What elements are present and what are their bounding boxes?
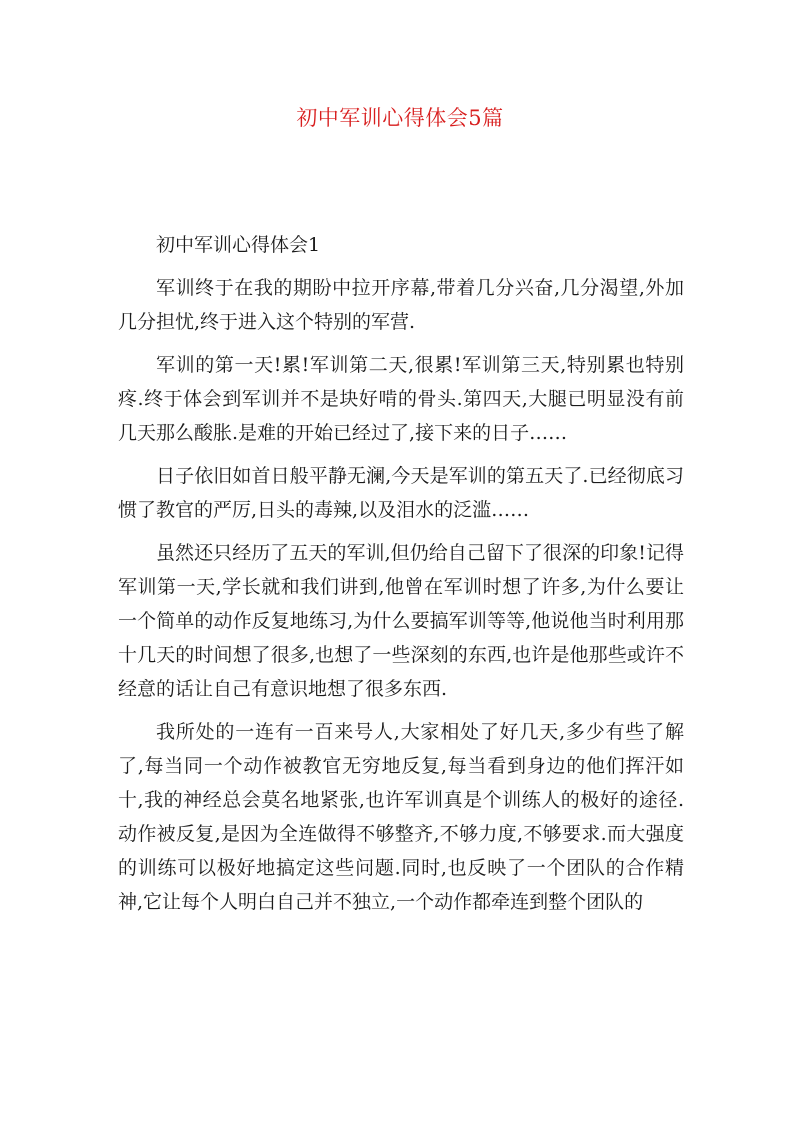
document-title: 初中军训心得体会5篇 — [296, 106, 504, 130]
paragraph: 虽然还只经历了五天的军训,但仍给自己留下了很深的印象!记得军训第一天,学长就和我们讲到,他曾在军训时想了许多,为什么要让一个简单的动作反复地练习,为什么要搞军训等等,他说他当时利用那十几天的时间想了很多,也想了一些深刻的东西,也许是他那些或许不经意的话让自己有意识地想了很多东西. — [118, 542, 684, 700]
document-body — [118, 228, 684, 928]
paragraph: 我所处的一连有一百来号人,大家相处了好几天,多少有些了解了,每当同一个动作被教官无穷地反复,每当看到身边的他们挥汗如十,我的神经总会莫名地紧张,也许军训真是个训练人的极好的途径.动作被反复,是因为全连做得不够整齐,不够力度,不够要求.而大强度的训练可以极好地搞定这些问题.同时,也反映了一个团队的合作精神,它让每个人明白自己并不独立,一个动作都牵连到整个团队的 — [118, 721, 684, 913]
paragraph: 军训的第一天!累!军训第二天,很累!军训第三天,特别累也特别疼.终于体会到军训并不是块好啃的骨头.第四天,大腿已明显没有前几天那么酸胀.是难的开始已经过了,接下来的日子…… — [118, 354, 684, 444]
paragraph: 日子依旧如首日般平静无澜,今天是军训的第五天了.已经彻底习惯了教官的严厉,日头的毒辣,以及泪水的泛滥…… — [118, 465, 684, 521]
section-heading: 初中军训心得体会1 — [156, 234, 321, 256]
paragraph: 军训终于在我的期盼中拉开序幕,带着几分兴奋,几分渴望,外加几分担忧,终于进入这个特别的军营. — [118, 277, 684, 333]
